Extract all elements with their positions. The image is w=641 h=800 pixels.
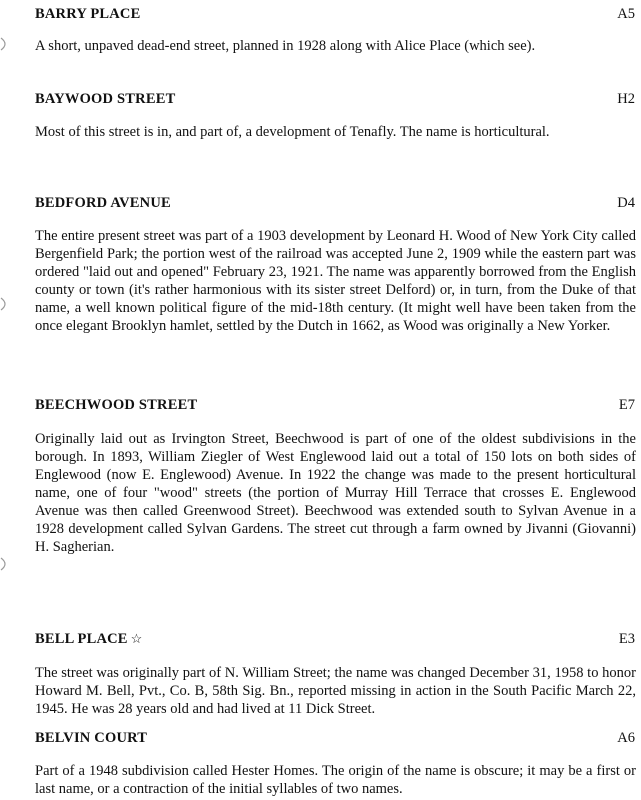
map-grid-reference: A5 [617, 6, 635, 22]
binder-hole-mark [0, 296, 14, 312]
entry-description: Part of a 1948 subdivision called Hester Homes. The origin of the name is obscure; it may be a first or last name, or a contraction of the initial syllables of two names. [35, 763, 636, 797]
entry-description: Most of this street is in, and part of, a development of Tenafly. The name is horticultural. [35, 124, 550, 140]
entry-heading [35, 397, 635, 417]
entry-heading [35, 91, 635, 111]
map-grid-reference: H2 [617, 91, 635, 107]
entry-description: Originally laid out as Irvington Street, Beechwood is part of one of the oldest subdivisions in the borough. In 1893, William Ziegler of West Englewood laid out a total of 150 lots on both sides of Englewood (now E. Englewood) Avenue. In 1922 the change was made to the present horticultural name, one of four "wood" streets (the portion of Murray Hill Terrace that crosses E. Englewood Avenue was then called Greenwood Street). Beechwood was extended south to Sylvan Avenue in a 1928 development called Sylvan Gardens. The street cut through a farm owned by Jivanni (Giovanni) H. Sagherian. [35, 431, 636, 555]
street-name [35, 631, 143, 648]
street-name: BARRY PLACE [35, 6, 141, 22]
entry-heading [35, 631, 635, 651]
entry-heading [35, 730, 635, 750]
entry-description: The entire present street was part of a 1903 development by Leonard H. Wood of New York City called Bergenfield Park; the portion west of the railroad was accepted June 2, 1909 while the eastern part was ordered "laid out and opened" February 23, 1921. The name was apparently borrowed from the English county or town (it's rather harmonious with its sister street Delford) or, in turn, from the Duke of that name, a well known political figure of the mid-18th century. (It might well have been taken from the once elegant Brooklyn hamlet, settled by the Dutch in 1662, as Wood was originally a New Yorker. [35, 228, 636, 334]
map-grid-reference: A6 [617, 730, 635, 746]
street-name: BEDFORD AVENUE [35, 195, 171, 211]
binder-hole-mark [0, 36, 14, 52]
entry-heading [35, 6, 635, 26]
street-name: BEECHWOOD STREET [35, 397, 198, 413]
binder-hole-mark [0, 556, 14, 572]
entry-description: The street was originally part of N. William Street; the name was changed December 31, 1958 to honor Howard M. Bell, Pvt., Co. B, 58th Sig. Bn., reported missing in action in the South Pacific March 22, 1945. He was 28 years old and had lived at 11 Dick Street. [35, 665, 636, 717]
street-name: BELVIN COURT [35, 730, 148, 746]
entry-heading [35, 195, 635, 215]
star-icon: ☆ [130, 631, 143, 646]
map-grid-reference: E3 [618, 631, 635, 647]
map-grid-reference: D4 [617, 195, 635, 211]
entry-description: A short, unpaved dead-end street, planned in 1928 along with Alice Place (which see). [35, 38, 536, 54]
street-name-text: BELL PLACE [35, 631, 128, 647]
map-grid-reference: E7 [618, 397, 635, 413]
street-name: BAYWOOD STREET [35, 91, 176, 107]
